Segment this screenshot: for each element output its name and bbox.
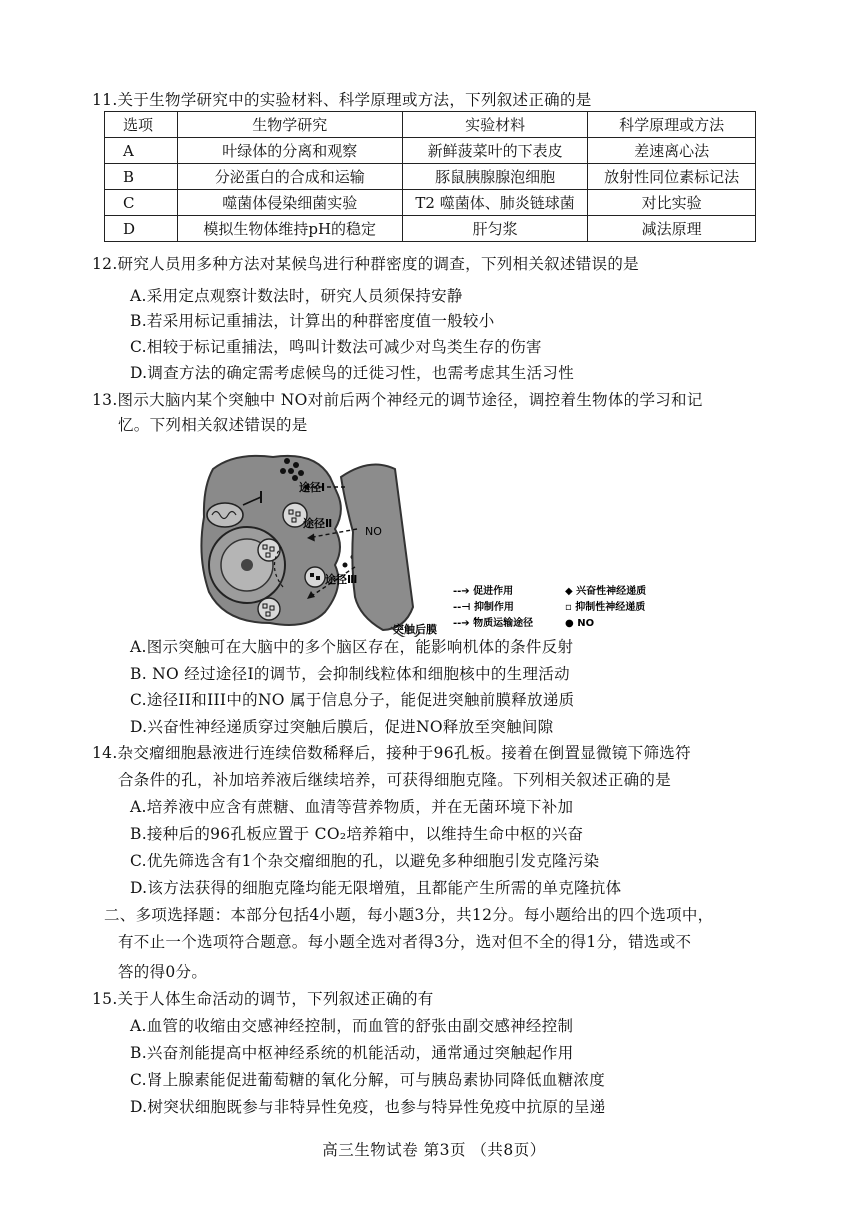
synapse-diagram [195,447,665,637]
page-footer: 高三生物试卷 第3页 （共8页） [322,1141,546,1159]
path1-label: 途径Ⅰ [299,481,326,494]
table-cell: T2 噬菌体、肺炎链球菌 [402,190,588,216]
q15-option-d: D.树突状细胞既参与非特异性免疫，也参与特异性免疫中抗原的呈递 [130,1098,606,1116]
table-header-cell: 科学原理或方法 [588,112,756,138]
table-cell: 放射性同位素标记法 [588,164,756,190]
section2-heading-line3: 答的得0分。 [118,963,208,981]
path3-label: 途径Ⅲ [325,573,358,586]
q13-option-b: B. NO 经过途径Ⅰ的调节，会抑制线粒体和细胞核中的生理活动 [130,665,570,683]
q13-option-d: D.兴奋性神经递质穿过突触后膜后，促进NO释放至突触间隙 [130,718,554,736]
vesicle-transmitter [316,576,320,580]
no-label: NO [365,525,382,538]
table-cell: 叶绿体的分离和观察 [177,138,402,164]
q15-stem: 15.关于人体生命活动的调节，下列叙述正确的有 [92,990,434,1008]
q15-option-c: C.肾上腺素能促进葡萄糖的氧化分解，可与胰岛素协同降低血糖浓度 [130,1071,606,1089]
q13-option-c: C.途径II和III中的NO 属于信息分子，能促进突触前膜释放递质 [130,691,575,709]
table-cell: 减法原理 [588,216,756,242]
table-cell: 豚鼠胰腺腺泡细胞 [402,164,588,190]
table-cell: 新鲜菠菜叶的下表皮 [402,138,588,164]
table-cell: B [105,164,178,190]
q14-option-d: D.该方法获得的细胞克隆均能无限增殖，且都能产生所需的单克隆抗体 [130,879,622,897]
postsynaptic-neuron [341,465,413,631]
q15-option-a: A.血管的收缩由交感神经控制，而血管的舒张由副交感神经控制 [130,1017,574,1035]
section2-heading-line1: 二、多项选择题：本部分包括4小题，每小题3分，共12分。每小题给出的四个选项中， [104,906,714,924]
legend-no: ● NO [565,618,595,629]
vesicle [258,539,280,561]
q13-option-a: A.图示突触可在大脑中的多个脑区存在，能影响机体的条件反射 [130,638,574,656]
q12-option-c: C.相较于标记重捕法，鸣叫计数法可减少对鸟类生存的伤害 [130,338,542,356]
table-cell: C [105,190,178,216]
legend-excitatory: ◆ 兴奋性神经递质 [565,586,647,597]
table-cell: 肝匀浆 [402,216,588,242]
table-header-cell: 选项 [105,112,178,138]
legend-promote: --➔ 促进作用 [453,586,514,597]
vesicle [305,567,325,587]
nucleolus [241,559,253,571]
table-header-row [105,112,756,138]
vesicle-transmitter [310,573,314,577]
q14-stem-line2: 合条件的孔，补加培养液后继续培养，可获得细胞克隆。下列相关叙述正确的是 [118,771,672,789]
q15-option-b: B.兴奋剂能提高中枢神经系统的机能活动，通常通过突触起作用 [130,1044,574,1062]
q11-table [104,111,756,242]
vesicle [258,598,280,620]
table-row [105,216,756,242]
table-header-cell: 生物学研究 [177,112,402,138]
q14-option-a: A.培养液中应含有蔗糖、血清等营养物质，并在无菌环境下补加 [130,798,574,816]
q14-option-c: C.优先筛选含有1个杂交瘤细胞的孔，以避免多种细胞引发克隆污染 [130,852,600,870]
table-row [105,190,756,216]
table-row [105,164,756,190]
q12-stem: 12.研究人员用多种方法对某候鸟进行种群密度的调查，下列相关叙述错误的是 [92,255,639,273]
legend-inhibitory: ▫ 抑制性神经递质 [565,602,646,613]
q12-option-d: D.调查方法的确定需考虑候鸟的迁徙习性，也需考虑其生活习性 [130,364,575,382]
table-cell: 噬菌体侵染细菌实验 [177,190,402,216]
legend-inhibit: --⊣ 抑制作用 [453,602,514,613]
postsynaptic-label: 突触后膜 [393,623,437,636]
table-header-cell: 实验材料 [402,112,588,138]
legend-transport: --➔ 物质运输途径 [453,618,534,629]
q11-stem: 11.关于生物学研究中的实验材料、科学原理或方法，下列叙述正确的是 [92,91,592,109]
q12-option-b: B.若采用标记重捕法，计算出的种群密度值一般较小 [130,312,495,330]
table-cell: 差速离心法 [588,138,756,164]
table-cell: 模拟生物体维持pH的稳定 [177,216,402,242]
path2-label: 途径Ⅱ [303,517,333,530]
q14-option-b: B.接种后的96孔板应置于 CO₂培养箱中，以维持生命中枢的兴奋 [130,825,584,843]
table-row [105,138,756,164]
legend [453,584,646,629]
section2-heading-line2: 有不止一个选项符合题意。每小题全选对者得3分，选对但不全的得1分，错选或不 [118,933,692,951]
q14-stem-line1: 14.杂交瘤细胞悬液进行连续倍数稀释后，接种于96孔板。接着在倒置显微镜下筛选符 [92,744,691,762]
table-cell: 分泌蛋白的合成和运输 [177,164,402,190]
q13-stem-line1: 13.图示大脑内某个突触中 NO对前后两个神经元的调节途径，调控着生物体的学习和记 [92,391,703,409]
table-cell: A [105,138,178,164]
q13-stem-line2: 忆。下列相关叙述错误的是 [118,416,308,434]
table-cell: D [105,216,178,242]
table-cell: 对比实验 [588,190,756,216]
q12-option-a: A.采用定点观察计数法时，研究人员须保持安静 [130,287,463,305]
